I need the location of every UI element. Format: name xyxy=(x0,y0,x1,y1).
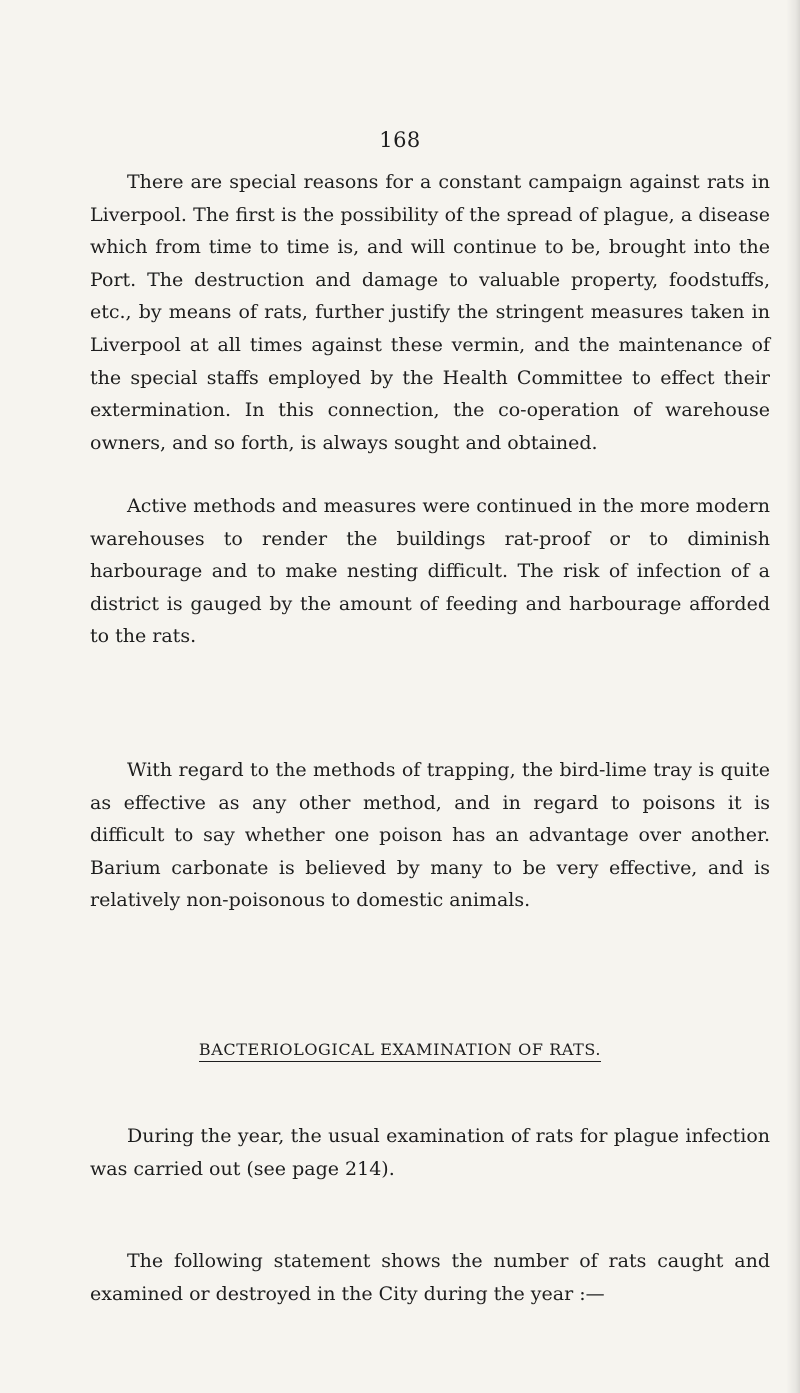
paragraph-plague-examination: During the year, the usual examination of rats for plague infection was carried out (see page 214). xyxy=(90,1125,770,1180)
paragraph-plague-campaign: There are special reasons for a constant campaign against rats in Liverpool. The first is the possibility of the spread of plague, a disease which from time to time is, and will continue to be, brought into the Port. The destruction and damage to valuable property, foodstuffs, etc., by means of rats, further justify the stringent measures taken in Liverpool at all times against these vermin, and the maintenance of the special staffs employed by the Health Committee to effect their extermination. In this connection, the co-operation of warehouse owners, and so forth, is always sought and obtained. xyxy=(90,171,770,454)
section-heading-text: BACTERIOLOGICAL EXAMINATION OF RATS. xyxy=(199,1040,601,1062)
paragraph-trapping-methods: With regard to the methods of trapping, the bird-lime tray is quite as effective as any other method, and in regard to poisons it is difficult to say whether one poison has an advantage over another. Barium carbonate is believed by many to be very effective, and is relatively non-poisonous to domestic animals. xyxy=(90,759,770,912)
paragraph-statement-intro: The following statement shows the number of rats caught and examined or destroyed in the City during the year :— xyxy=(90,1250,770,1305)
page-number: 168 xyxy=(379,128,421,152)
page-edge-shadow xyxy=(786,0,800,1393)
paragraph-active-methods: Active methods and measures were continued in the more modern warehouses to render the buildings rat-proof or to diminish harbourage and to make nesting difficult. The risk of infection of a district is gauged by the amount of feeding and harbourage afforded to the rats. xyxy=(90,495,770,648)
section-heading xyxy=(0,1040,800,1059)
